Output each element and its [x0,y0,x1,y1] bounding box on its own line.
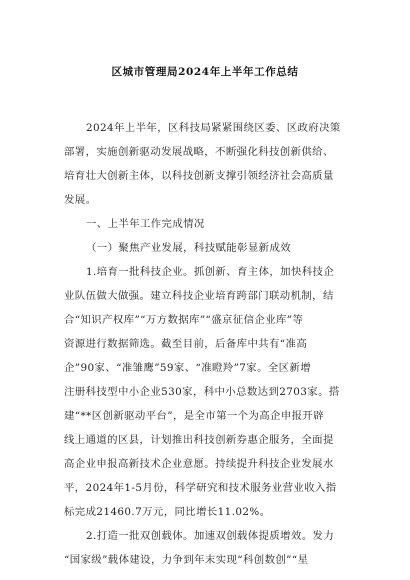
paragraph-line: 注册科技型中小企业530家，科中小总数达到2703家。搭 [64,386,340,398]
paragraph-line: 合“知识产权库”“万方数据库”“盛京征信企业库”等 [64,314,304,326]
paragraph-line: 高企业申报高新技术企业意愿。持续提升科技企业发展水 [64,458,334,470]
paragraph-line: “国家级”载体建设，力争到年末实现“科创数创”“星 [64,554,309,566]
paragraph-line: 企”90家、“准雏鹰”59家、“准瞪羚”7家。全区新增 [64,362,312,374]
paragraph-line: 发展。 [64,194,97,206]
paragraph-line: 平，2024年1-5月份，科学研究和技术服务业营业收入指 [64,482,337,494]
paragraph-line: 线上通道的区县，计划推出科技创新券惠企服务，全面提 [64,434,334,446]
paragraph-line: 2.打造一批双创载体。加速双创载体提质增效。发力 [86,530,335,542]
paragraph-line: 标完成21460.7万元，同比增长11.02%。 [64,506,271,518]
paragraph-line: 培育壮大创新主体，以科技创新支撑引领经济社会高质量 [64,170,334,182]
document-title: 区城市管理局2024年上半年工作总结 [111,66,299,78]
section-heading: 一、上半年工作完成情况 [86,218,205,230]
paragraph-line: 业队伍做大做强。建立科技企业培育跨部门联动机制，结 [64,290,334,302]
paragraph-line: 部署，实施创新驱动发展战略，不断强化科技创新供给、 [64,146,334,158]
paragraph-line: 建“**区创新驱动平台”，是全市第一个为高企申报开辟 [64,410,325,422]
paragraph-line: 资源进行数据筛选。截至目前，后备库中共有“准高 [64,338,308,350]
paragraph-line: 1.培育一批科技企业。抓创新、育主体，加快科技企 [86,266,335,278]
subsection-heading: （一）聚焦产业发展，科技赋能彰显新成效 [86,242,292,254]
paragraph-line: 2024年上半年，区科技局紧紧围绕区委、区政府决策 [86,122,341,134]
